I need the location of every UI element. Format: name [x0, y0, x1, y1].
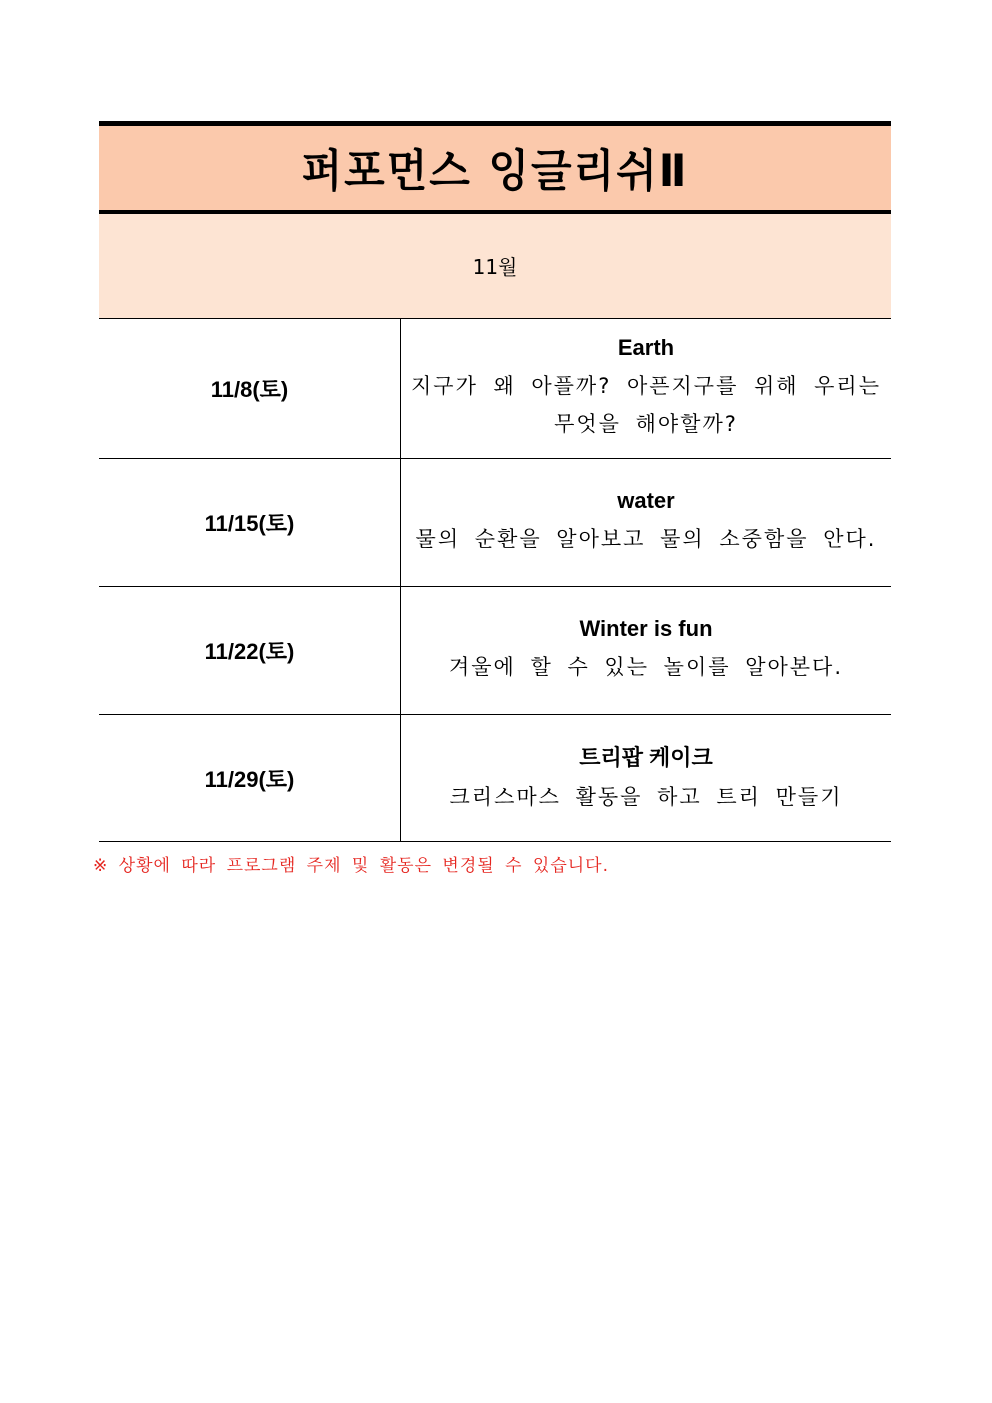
table-row	[99, 715, 891, 842]
date-cell	[99, 587, 401, 714]
month-label: 11월	[472, 254, 518, 279]
table-row	[99, 587, 891, 715]
session-topic: Earth	[617, 334, 675, 360]
month-header	[99, 214, 891, 319]
session-description: 지구가 왜 아플까? 아픈지구를 위해 우리는 무엇을 해야할까?	[411, 373, 881, 436]
session-description: 물의 순환을 알아보고 물의 소중함을 안다.	[415, 526, 877, 551]
session-topic: 트리팝 케이크	[579, 744, 713, 770]
session-date: 11/15(토)	[204, 511, 295, 536]
table-row	[99, 319, 891, 459]
date-cell	[99, 459, 401, 586]
session-description: 크리스마스 활동을 하고 트리 만들기	[449, 784, 843, 809]
content-cell	[401, 587, 891, 714]
title-bar	[99, 121, 891, 214]
session-date: 11/22(토)	[204, 639, 295, 664]
table-row	[99, 459, 891, 587]
session-topic: Winter is fun	[579, 615, 713, 641]
date-cell	[99, 715, 401, 841]
page-title: 퍼포먼스 잉글리쉬Ⅱ	[301, 144, 689, 197]
schedule-table	[99, 121, 891, 842]
content-cell	[401, 459, 891, 586]
change-notice: ※ 상황에 따라 프로그램 주제 및 활동은 변경될 수 있습니다.	[93, 856, 609, 876]
session-date: 11/29(토)	[204, 766, 295, 792]
content-cell	[401, 319, 891, 458]
date-cell	[99, 319, 401, 458]
session-date: 11/8(토)	[210, 377, 289, 402]
session-topic: water	[617, 487, 675, 513]
content-cell	[401, 715, 891, 841]
session-description: 겨울에 할 수 있는 놀이를 알아본다.	[448, 654, 844, 679]
